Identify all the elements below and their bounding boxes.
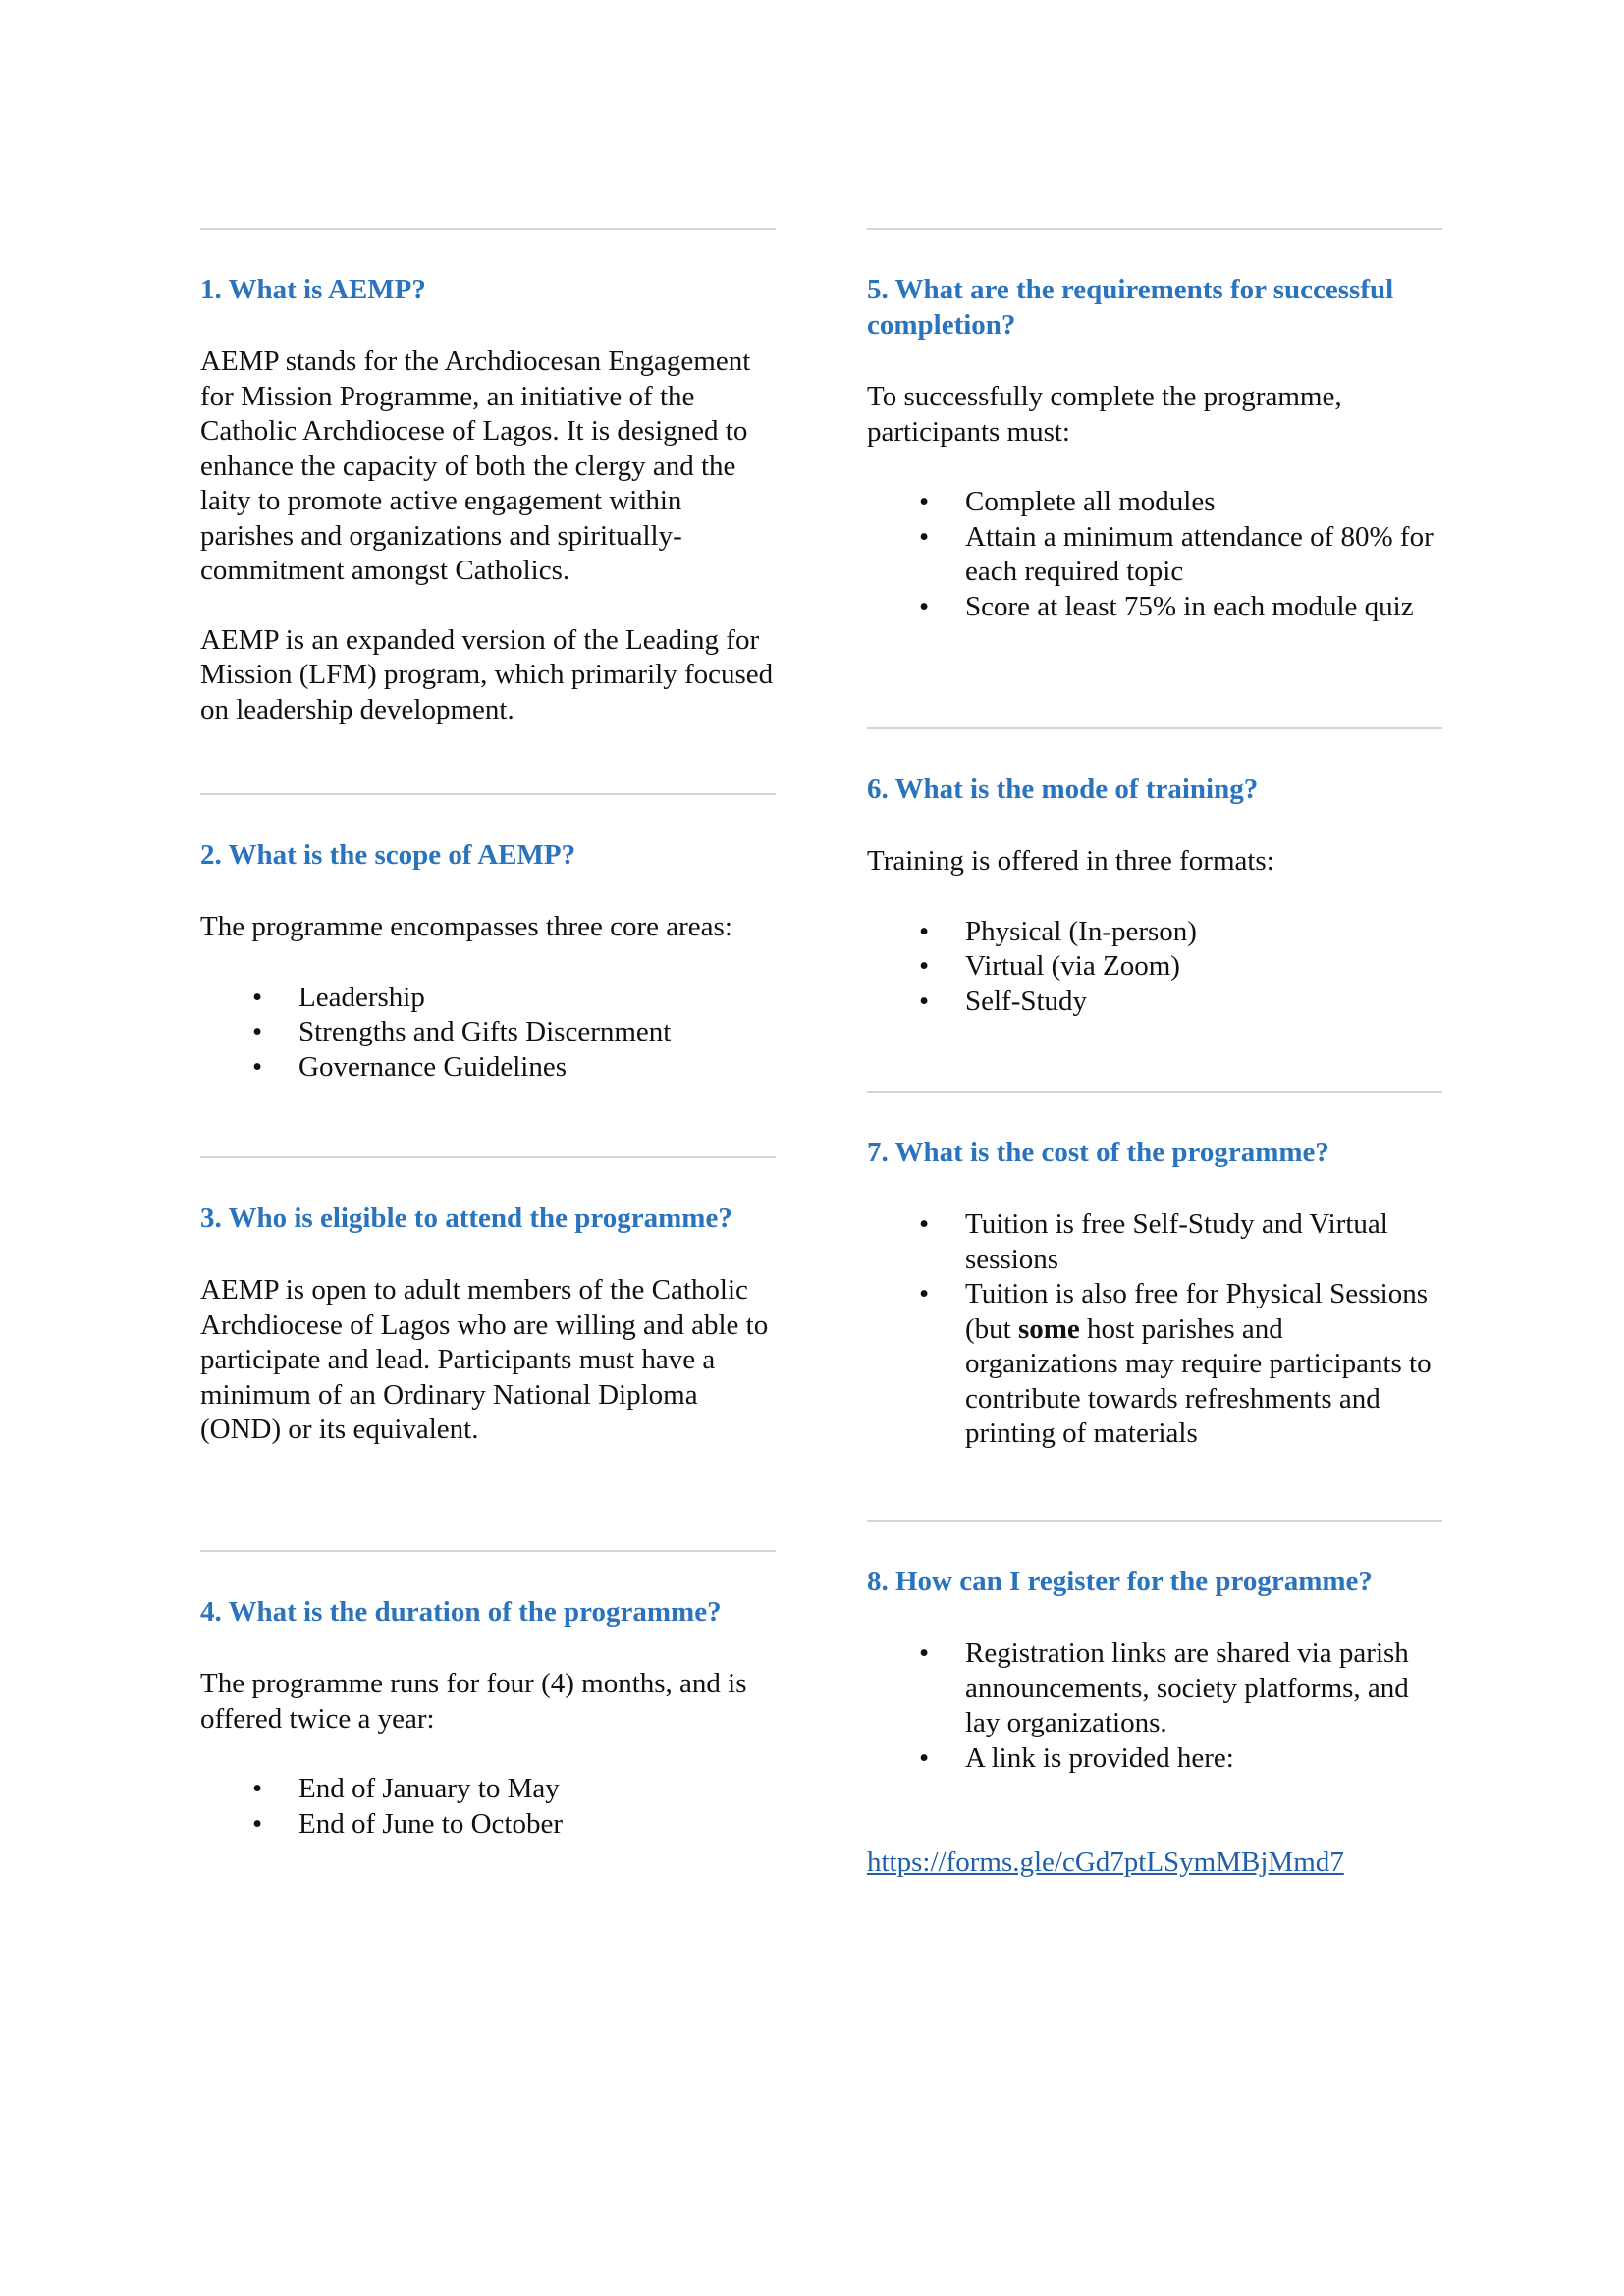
list-item: • Leadership [200, 981, 776, 1016]
bullet-list [867, 1636, 1442, 1776]
faq-section-3 [200, 1156, 776, 1448]
list-item: • End of June to October [200, 1807, 776, 1842]
bullet-list [867, 1207, 1442, 1452]
question-heading: 7. What is the cost of the programme? [867, 1137, 1329, 1168]
faq-section-4 [200, 1550, 776, 1842]
bullet-list [867, 485, 1442, 624]
answer-intro: Training is offered in three formats: [867, 845, 1274, 877]
question-heading: 5. What are the requirements for successful completion? [867, 274, 1394, 341]
faq-section-5 [867, 228, 1442, 624]
emphasis-text: some [1017, 1312, 1080, 1345]
faq-section-8 [867, 1520, 1442, 1881]
question-heading: 1. What is AEMP? [200, 274, 426, 305]
answer-paragraph: AEMP is open to adult members of the Catholic Archdiocese of Lagos who are willing and able to participate and lead. Participants must have a minimum of an Ordinary National Diploma (OND) or its equivalent. [200, 1274, 769, 1445]
list-item [867, 1277, 1442, 1452]
answer-paragraph: AEMP stands for the Archdiocesan Engagement for Mission Programme, an initiative of the Catholic Archdiocese of Lagos. It is designed to enhance the capacity of both the clergy and the laity to promote active engagement within parishes and organizations and spiritually-commitment amongst Catholics. [200, 346, 751, 586]
list-item: • Self-Study [867, 985, 1442, 1020]
answer-intro: To successfully complete the programme, participants must: [867, 381, 1342, 448]
list-item: • Virtual (via Zoom) [867, 949, 1442, 985]
list-item: • Strengths and Gifts Discernment [200, 1015, 776, 1050]
question-heading: 3. Who is eligible to attend the programme? [200, 1202, 732, 1234]
faq-section-2 [200, 793, 776, 1085]
list-item-text: Tuition is also free for Physical Sessions (but [965, 1278, 1428, 1345]
bullet-list [200, 1772, 776, 1842]
question-heading: 6. What is the mode of training? [867, 774, 1259, 805]
list-item: • A link is provided here: [867, 1741, 1442, 1777]
faq-section-7 [867, 1091, 1442, 1452]
answer-intro: The programme encompasses three core areas: [200, 911, 732, 942]
list-item: • Tuition is free Self-Study and Virtual sessions [867, 1207, 1442, 1277]
list-item-text: host parishes and organizations may require participants to contribute towards refreshments and printing of materials [965, 1312, 1432, 1449]
answer-paragraph: AEMP is an expanded version of the Leading for Mission (LFM) program, which primarily focused on leadership development. [200, 623, 774, 725]
bullet-list [867, 915, 1442, 1020]
list-item: • End of January to May [200, 1772, 776, 1807]
bullet-list [200, 981, 776, 1086]
faq-section-6 [867, 727, 1442, 1019]
list-item: • Physical (In-person) [867, 915, 1442, 950]
answer-intro: The programme runs for four (4) months, and is offered twice a year: [200, 1668, 747, 1735]
registration-link[interactable]: https://forms.gle/cGd7ptLSymMBjMmd7 [867, 1846, 1344, 1878]
list-item: • Score at least 75% in each module quiz [867, 590, 1442, 625]
list-item: • Governance Guidelines [200, 1050, 776, 1086]
list-item: • Complete all modules [867, 485, 1442, 520]
list-item: • Registration links are shared via parish announcements, society platforms, and lay organizations. [867, 1636, 1442, 1741]
question-heading: 8. How can I register for the programme? [867, 1566, 1373, 1597]
faq-section-1 [200, 228, 776, 727]
question-heading: 2. What is the scope of AEMP? [200, 839, 576, 871]
list-item: • Attain a minimum attendance of 80% for each required topic [867, 520, 1442, 590]
question-heading: 4. What is the duration of the programme? [200, 1596, 722, 1628]
